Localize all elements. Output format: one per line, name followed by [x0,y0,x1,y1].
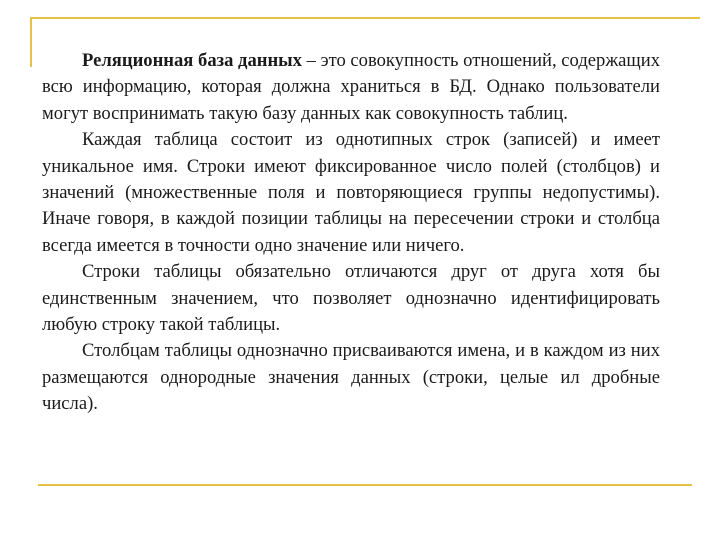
paragraph-row-uniqueness: Строки таблицы обязательно отличаются друг от друга хотя бы единственным значением, что позволяет однозначно идентифицировать любую строку такой таблицы. [42,261,660,336]
frame-top-line [30,17,700,19]
frame-bottom-line [38,484,692,486]
frame-left-line [30,17,32,67]
term-relational-database: Реляционная база данных [82,50,302,71]
paragraph-column-names: Столбцам таблицы однозначно присваиваются имена, и в каждом из них размещаются однородные значения данных (строки, целые ил дробные числа). [42,340,660,415]
paragraph-definition [42,48,660,127]
paragraph-table-rows: Каждая таблица состоит из однотипных строк (записей) и имеет уникальное имя. Строки имеют фиксированное число полей (столбцов) и значений (множественные поля и повторяющиеся группы недопустимы). Иначе говоря, в каждой позиции таблицы на пересечении строки и столбца всегда имеется в точности одно значение или ничего. [42,129,660,256]
definition-text: – это совокупность отношений, содержащих всю информацию, которая должна храниться в БД. Однако пользователи могут воспринимать такую базу данных как совокупность таблиц. [42,50,660,124]
slide-body-text [42,48,660,418]
